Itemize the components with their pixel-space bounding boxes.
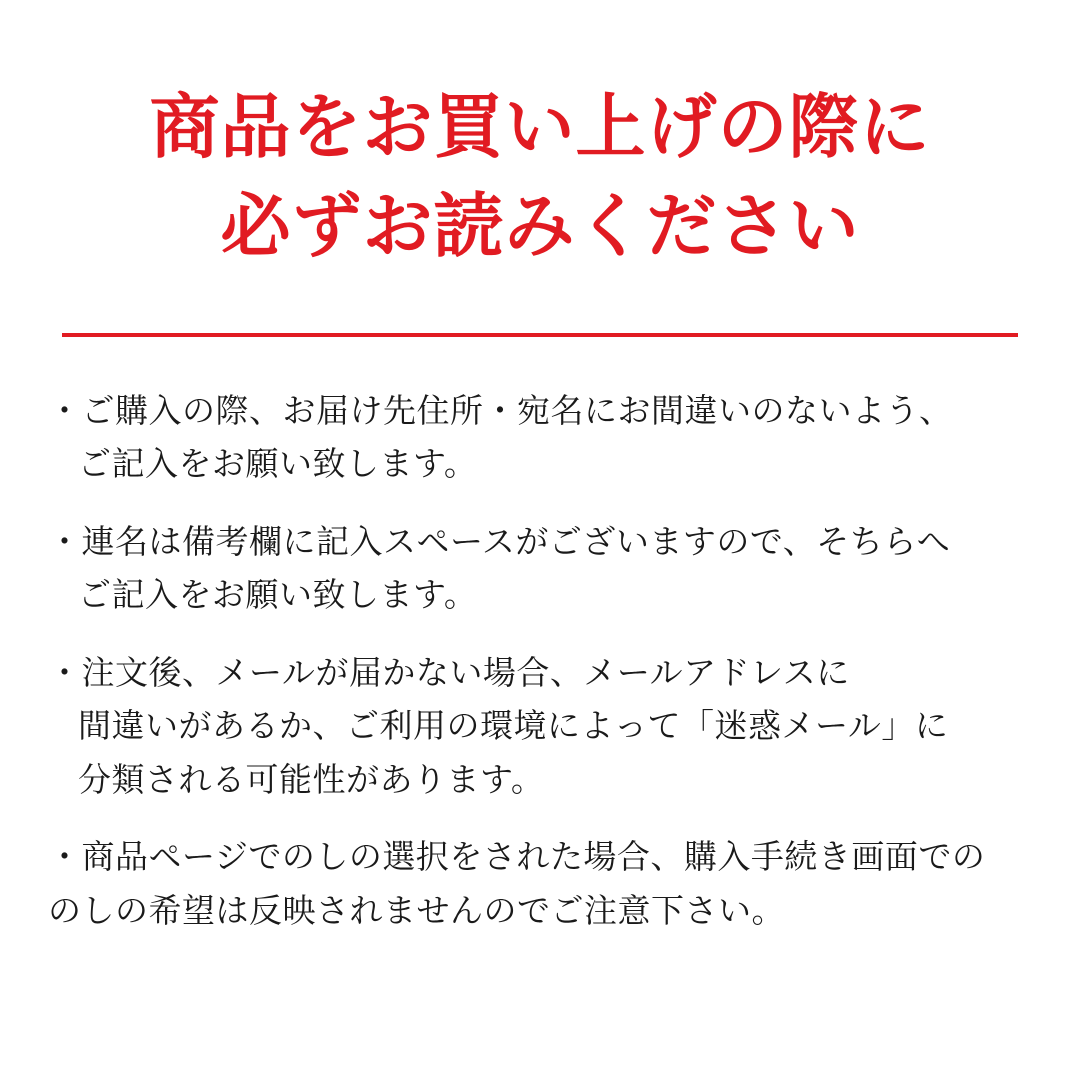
notice-list [48,384,1038,961]
list-item [48,384,1038,491]
list-item [48,515,1038,622]
notice-1-line-1: ・ご購入の際、お届け先住所・宛名にお間違いのないよう、 [48,391,953,430]
title-divider [62,333,1018,337]
list-item [48,646,1038,806]
notice-3-line-3: 分類される可能性があります。 [78,759,545,799]
notice-3-line-2: 間違いがあるか、ご利用の環境によって「迷惑メール」に [78,706,949,746]
page-title-line-2: 必ずお読みください [220,185,860,268]
notice-2-line-2: ご記入をお願い致します。 [78,575,478,615]
notice-3-line-1: ・注文後、メールが届かない場合、メールアドレスに [48,652,850,692]
notice-1-line-2: ご記入をお願い致します。 [78,444,478,484]
list-item [48,830,1038,937]
notice-2-line-1: ・連名は備考欄に記入スペースがございますので、そちらへ [48,521,951,561]
notice-4-line-2: のしの希望は反映されませんのでご注意下さい。 [48,890,785,930]
page-title-line-1: 商品をお買い上げの際に [149,86,931,168]
notice-4-line-1: ・商品ページでのしの選択をされた場合、購入手続き画面での [48,837,986,877]
page-title [0,78,1080,277]
